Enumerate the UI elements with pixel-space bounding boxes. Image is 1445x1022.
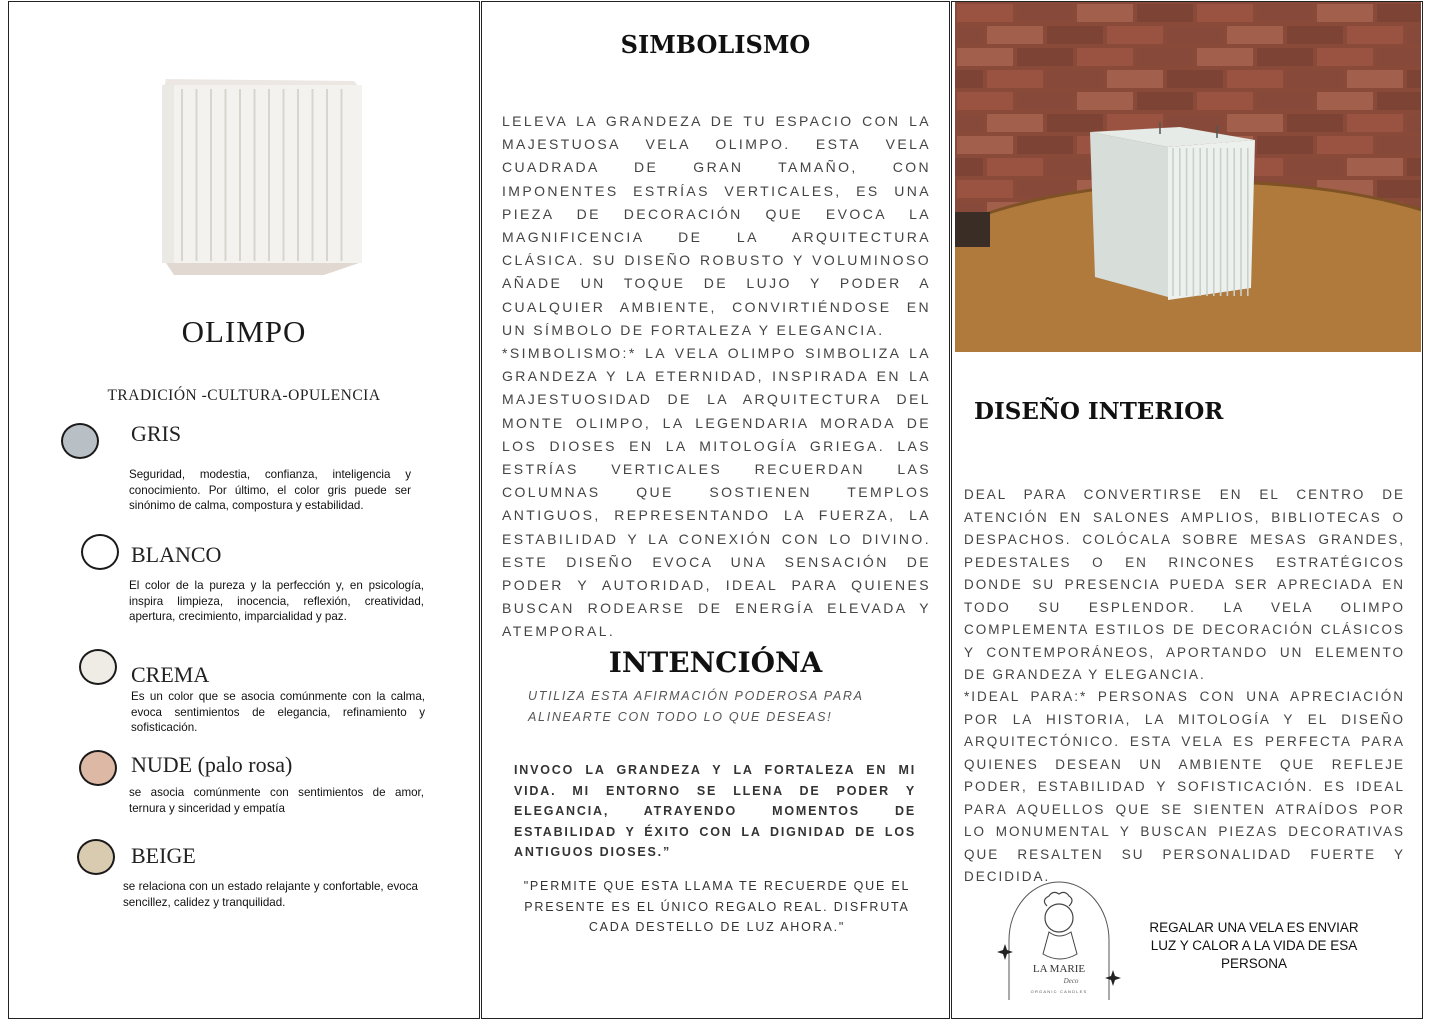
gift-message: REGALAR UNA VELA ES ENVIAR LUZ Y CALOR A LA VIDA DE ESA PERSONA [1149, 920, 1359, 971]
color-desc-blanco: El color de la pureza y la perfección y, en psicología, inspira limpieza, inocencia, reflexión, creatividad, apertura, crecimiento, imparcialidad y paz. [129, 579, 424, 623]
candle-on-table-photo [955, 2, 1421, 352]
panel-symbolism [481, 1, 950, 1019]
logo-tagline: ORGANIC CANDLES [1030, 989, 1088, 994]
logo-sub: Deco [1063, 977, 1079, 985]
intention-subtitle: UTILIZA ESTA AFIRMACIÓN PODEROSA PARA ALINEARTE CON TODO LO QUE DESEAS! [528, 689, 864, 724]
color-name-nude: NUDE (palo rosa) [131, 752, 293, 777]
cube-candle-image [154, 65, 369, 280]
symbolism-heading: SIMBOLISMO [620, 30, 811, 59]
interior-heading: DISEÑO INTERIOR [974, 398, 1224, 425]
intention-heading: INTENCIÓNA [608, 646, 823, 679]
affirmation-text: INVOCO LA GRANDEZA Y LA FORTALEZA EN MI VIDA. MI ENTORNO SE LLENA DE PODER Y ELEGANCIA, ATRAYENDO MOMENTOS DE ESTABILIDAD Y ÉXITO CON LA DIGNIDAD DE LOS ANTIGUOS DIOSES.” [514, 763, 916, 859]
symbolism-paragraph-2: *SIMBOLISMO:* LA VELA OLIMPO SIMBOLIZA LA GRANDEZA Y LA ETERNIDAD, INSPIRADA EN LA MAJESTUOSIDAD DE LA ARQUITECTURA DEL MONTE OLIMPO, LA LEGENDARIA MORADA DE LOS DIOSES EN LA MITOLOGÍA GRIEGA. LAS ESTRÍAS VERTICALES RECUERDAN LAS COLUMNAS QUE SOSTIENEN TEMPLOS ANTIGUOS, REPRESENTANDO LA FUERZA, LA ESTABILIDAD Y LA CONEXIÓN CON LO DIVINO. ESTE DISEÑO EVOCA UNA SENSACIÓN DE PODER Y AUTORIDAD, IDEAL PARA QUIENES BUSCAN RODEARSE DE ENERGÍA ELEVADA Y ATEMPORAL. [502, 345, 931, 640]
interior-paragraph-1: DEAL PARA CONVERTIRSE EN EL CENTRO DE ATENCIÓN EN SALONES AMPLIOS, BIBLIOTECAS O DESPACHOS. COLÓCALA SOBRE MESAS GRANDES, PEDESTALES O EN RINCONES ESTRATÉGICOS DONDE SU PRESENCIA PUEDA SER APRECIADA EN TODO SU ESPLENDOR. LA VELA OLIMPO COMPLEMENTA ESTILOS DE DECORACIÓN CLÁSICOS Y CONTEMPORÁNEOS, APORTANDO UN ELEMENTO DE GRANDEZA Y ELEGANCIA. [964, 487, 1405, 682]
swatch-nude [79, 750, 117, 786]
color-name-gris: GRIS [131, 421, 182, 446]
color-name-blanco: BLANCO [131, 542, 222, 567]
interior-paragraph-2: *IDEAL PARA:* PERSONAS CON UNA APRECIACIÓN POR LA HISTORIA, LA MITOLOGÍA Y EL DISEÑO ARQUITECTÓNICO. ESTA VELA ES PERFECTA PARA QUIENES DESEAN UN AMBIENTE QUE REFLEJE PODER, ESTABILIDAD Y SOFISTICACIÓN. ES IDEAL PARA AQUELLOS QUE SE SIENTEN ATRAÍDOS POR LO MONUMENTAL Y BUSCAN PIEZAS DECORATIVAS QUE RESALTEN SU PERSONALIDAD FUERTE Y DECIDIDA. [964, 689, 1405, 884]
symbolism-paragraph-1: LELEVA LA GRANDEZA DE TU ESPACIO CON LA MAJESTUOSA VELA OLIMPO. ESTA VELA CUADRADA DE GRAN TAMAÑO, CON IMPONENTES ESTRÍAS VERTICALES, ES UNA PIEZA DE DECORACIÓN QUE EVOCA LA MAGNIFICENCIA DE LA ARQUITECTURA CLÁSICA. SU DISEÑO ROBUSTO Y VOLUMINOSO AÑADE UN TOQUE DE LUJO Y PODER A CUALQUIER AMBIENTE, CONVIRTIÉNDOSE EN UN SÍMBOLO DE FORTALEZA Y ELEGANCIA. [502, 113, 931, 338]
swatch-crema [79, 649, 117, 685]
color-desc-nude: se asocia comúnmente con sentimientos de amor, ternura y sinceridad y empatía [129, 786, 424, 815]
panel-product [8, 1, 480, 1019]
la-marie-logo [997, 878, 1122, 1003]
color-name-crema: CREMA [131, 662, 210, 687]
quote-text: "PERMITE QUE ESTA LLAMA TE RECUERDE QUE EL PRESENTE ES EL ÚNICO REGALO REAL. DISFRUTA CADA DESTELLO DE LUZ AHORA." [523, 879, 911, 934]
swatch-gris [61, 423, 99, 459]
panel-interior-design [951, 1, 1423, 1019]
product-title: OLIMPO [181, 314, 307, 349]
logo-brand: LA MARIE [1032, 963, 1086, 975]
color-name-beige: BEIGE [131, 843, 196, 868]
color-desc-beige: se relaciona con un estado relajante y confortable, evoca sencillez, calidez y tranquilidad. [123, 880, 418, 909]
product-tagline: TRADICIÓN -CULTURA-OPULENCIA [107, 387, 381, 404]
color-desc-gris: Seguridad, modestia, confianza, inteligencia y conocimiento. Por último, el color gris puede ser sinónimo de calma, compostura y estabilidad. [129, 468, 411, 512]
swatch-blanco [81, 534, 119, 570]
swatch-beige [77, 839, 115, 875]
color-desc-crema: Es un color que se asocia comúnmente con la calma, evoca sentimientos de elegancia, refinamiento y sofisticación. [131, 690, 425, 734]
